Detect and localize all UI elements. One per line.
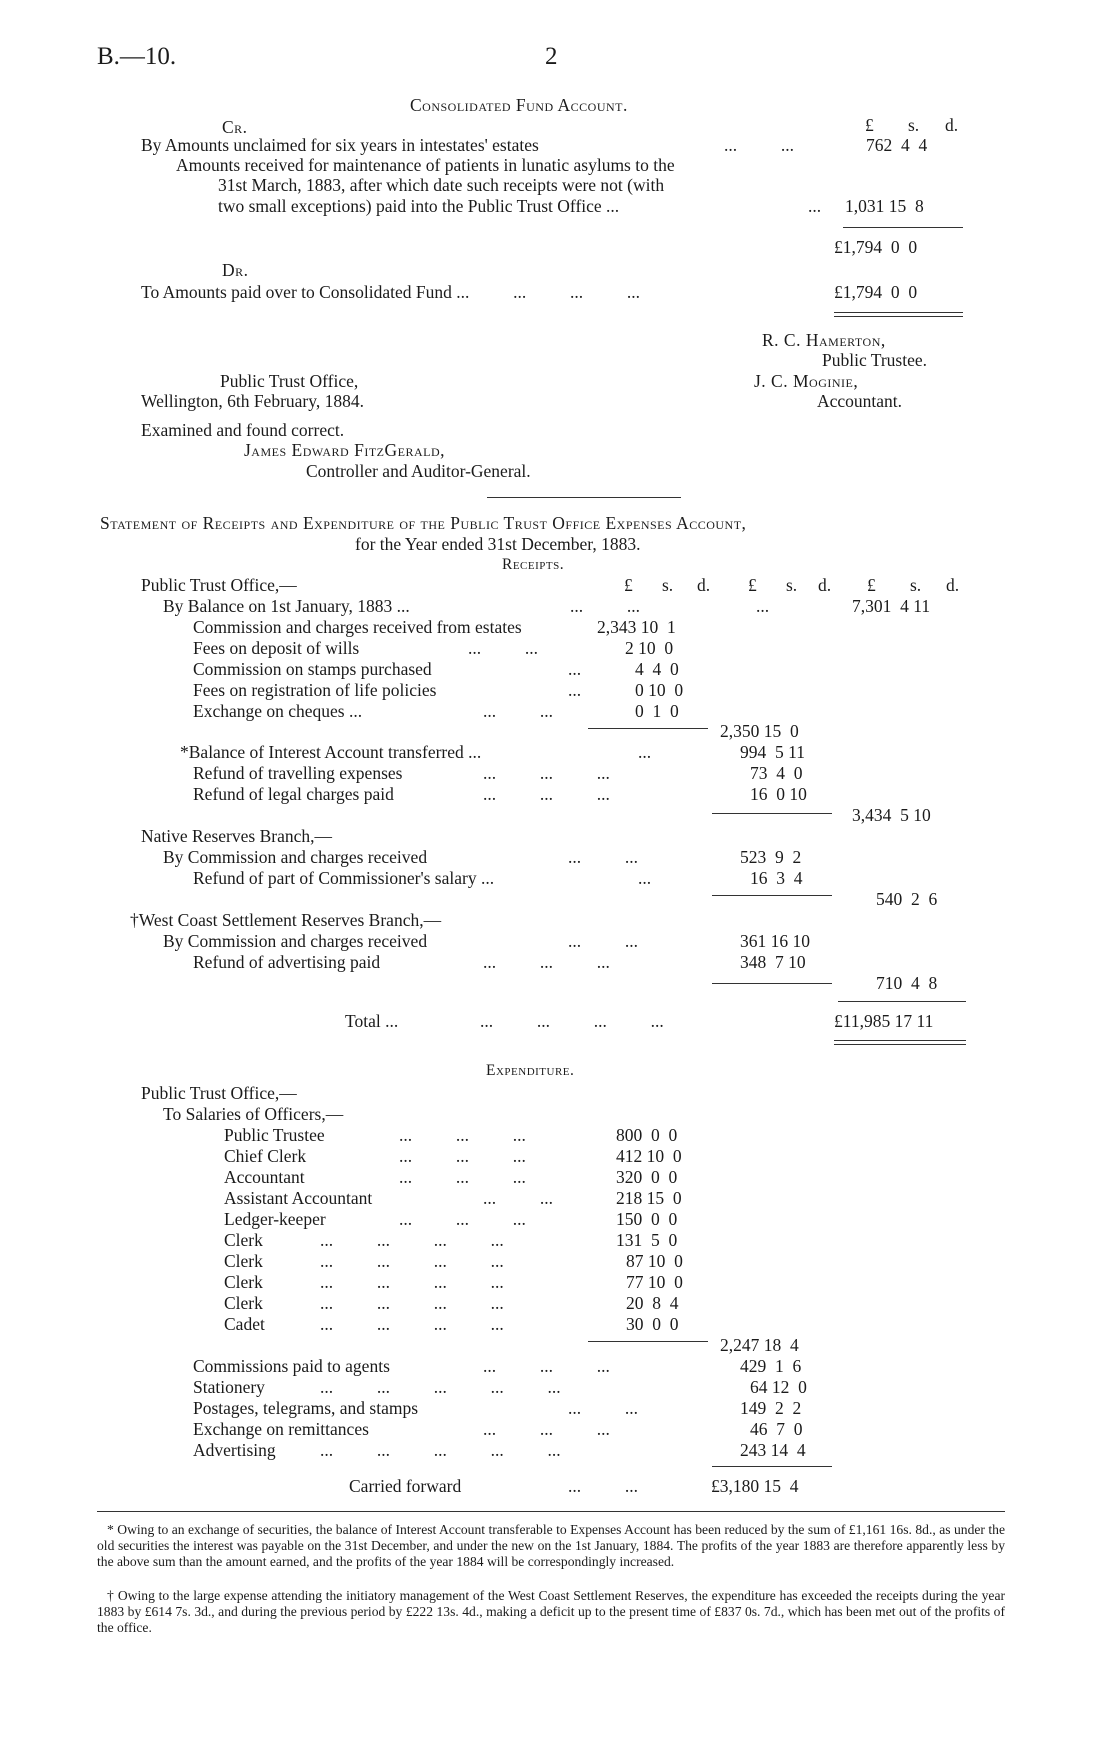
receipts-native-heading: Native Reserves Branch,—: [141, 826, 332, 846]
salary-label: Clerk: [224, 1251, 263, 1271]
col3-pounds: £: [867, 575, 876, 595]
carried-forward-label: Carried forward: [349, 1476, 462, 1496]
carried-forward-rule: [712, 1466, 832, 1467]
expense-dots: ... ... ... ... ...: [320, 1377, 561, 1397]
receipts-pto-total-rule: [712, 813, 832, 814]
salary-amount: 30 0 0: [626, 1314, 679, 1334]
receipts-total-dots: ... ... ... ...: [480, 1011, 664, 1031]
col1-shillings: s.: [662, 575, 674, 595]
signature-place-date: Wellington, 6th February, 1884.: [141, 391, 364, 411]
receipt-item-label: Refund of advertising paid: [193, 952, 381, 972]
salary-dots: ... ... ...: [399, 1167, 526, 1187]
receipt-item-dots: ... ...: [568, 847, 638, 867]
salaries-total: 2,247 18 4: [720, 1335, 799, 1355]
receipt-item-dots: ... ...: [468, 638, 538, 658]
receipt-item-label: Fees on deposit of wills: [193, 638, 360, 658]
receipts-subtotal-rule: [588, 728, 708, 729]
receipts-balance-amount: 7,301 4 11: [852, 596, 931, 616]
section-divider: [487, 497, 681, 498]
receipt-item-dots: ...: [568, 680, 582, 700]
salary-amount: 800 0 0: [616, 1125, 678, 1145]
col3-pence: d.: [946, 575, 960, 595]
salary-amount: 218 15 0: [616, 1188, 682, 1208]
receipts-subtotal: 2,350 15 0: [720, 721, 799, 741]
fund-cr-label: Cr.: [222, 117, 248, 137]
fund-title: Consolidated Fund Account.: [410, 95, 628, 115]
signature-title-trustee: Public Trustee.: [822, 350, 928, 370]
receipt-item-dots: ... ... ...: [483, 952, 610, 972]
receipt-item-amount: 4 4 0: [635, 659, 679, 679]
fund-col-pence: d.: [945, 115, 959, 135]
col1-pence: d.: [697, 575, 711, 595]
salary-label: Chief Clerk: [224, 1146, 307, 1166]
expense-label: Exchange on remittances: [193, 1419, 369, 1439]
expense-label: Postages, telegrams, and stamps: [193, 1398, 419, 1418]
fund-total-rule: [843, 227, 963, 228]
receipts-west-total-rule: [712, 983, 832, 984]
salary-label: Ledger-keeper: [224, 1209, 326, 1229]
receipt-item-amount: 994 5 11: [740, 742, 805, 762]
receipt-item-amount: 0 1 0: [635, 701, 679, 721]
salary-label: Cadet: [224, 1314, 265, 1334]
receipts-balance-dots-col2: ...: [756, 596, 770, 616]
receipts-native-total-rule: [712, 895, 832, 896]
col2-shillings: s.: [786, 575, 798, 595]
expense-label: Commissions paid to agents: [193, 1356, 390, 1376]
receipts-grand-total-double-rule: [834, 1040, 966, 1045]
salary-dots: ... ... ...: [399, 1125, 526, 1145]
receipt-item-amount: 523 9 2: [740, 847, 802, 867]
salary-dots: ... ... ... ...: [320, 1314, 504, 1334]
receipts-native-total: 540 2 6: [876, 889, 938, 909]
receipt-item-dots: ... ...: [483, 701, 553, 721]
examined-statement: Examined and found correct.: [141, 420, 345, 440]
receipt-item-amount: 2 10 0: [625, 638, 674, 658]
receipt-item-label: Refund of travelling expenses: [193, 763, 403, 783]
receipt-item-dots: ...: [568, 659, 582, 679]
receipts-pto-heading: Public Trust Office,—: [141, 575, 297, 595]
fund-dr-double-rule: [834, 312, 963, 317]
salary-amount: 87 10 0: [626, 1251, 683, 1271]
receipt-item-dots: ... ... ...: [483, 784, 610, 804]
salary-label: Public Trustee: [224, 1125, 325, 1145]
receipts-balance-dots: ... ...: [570, 596, 640, 616]
salary-dots: ... ... ... ...: [320, 1230, 504, 1250]
receipt-item-amount: 0 10 0: [635, 680, 684, 700]
receipt-item-label: Fees on registration of life policies: [193, 680, 437, 700]
receipt-item-label: Exchange on cheques ...: [193, 701, 363, 721]
receipt-item-label: By Commission and charges received: [163, 847, 428, 867]
expense-amount: 64 12 0: [750, 1377, 807, 1397]
col3-shillings: s.: [910, 575, 922, 595]
expense-amount: 429 1 6: [740, 1356, 802, 1376]
statement-subtitle: for the Year ended 31st December, 1883.: [355, 534, 641, 554]
receipt-item-label: *Balance of Interest Account transferred ...: [180, 742, 482, 762]
receipt-item-label: Refund of legal charges paid: [193, 784, 394, 804]
salary-dots: ... ... ...: [399, 1146, 526, 1166]
salary-dots: ... ...: [483, 1188, 553, 1208]
fund-dr-label: Dr.: [222, 260, 249, 280]
col2-pounds: £: [748, 575, 757, 595]
receipt-item-label: Commission on stamps purchased: [193, 659, 432, 679]
fund-line-unclaimed-dots: ... ...: [724, 135, 794, 155]
receipt-item-label: Commission and charges received from estates: [193, 617, 522, 637]
signature-name-accountant: J. C. Moginie,: [754, 371, 859, 391]
statement-title: Statement of Receipts and Expenditure of the Public Trust Office Expenses Account,: [100, 513, 747, 533]
expense-amount: 46 7 0: [750, 1419, 803, 1439]
expense-label: Advertising: [193, 1440, 276, 1460]
footnote-interest-account: [97, 1522, 1005, 1570]
fund-dr-amount: £1,794 0 0: [834, 282, 918, 302]
col1-pounds: £: [624, 575, 633, 595]
receipt-item-dots: ...: [638, 742, 652, 762]
fund-total: £1,794 0 0: [834, 237, 918, 257]
expense-dots: ... ... ...: [483, 1356, 610, 1376]
footnote-interest-text: * Owing to an exchange of securities, the balance of Interest Account transferable to Expenses Account has been reduced by the sum of £1,161 16s. 8d., as under the old securities the interest was payable on the 31st December, and under the new on the 1st January, 1884. The profits of the year 1883 are therefore apparently less by the above sum than the amount earned, and the profits of the year 1884 will be correspondingly increased.: [97, 1522, 1005, 1569]
receipt-item-dots: ...: [638, 868, 652, 888]
fund-line-unclaimed-amount: 762 4 4: [866, 135, 928, 155]
salary-dots: ... ... ... ...: [320, 1293, 504, 1313]
expenditure-heading: Expenditure.: [486, 1062, 575, 1079]
fund-line-unclaimed: By Amounts unclaimed for six years in intestates' estates: [141, 135, 539, 155]
salary-amount: 412 10 0: [616, 1146, 682, 1166]
expense-amount: 149 2 2: [740, 1398, 802, 1418]
document-reference: B.—10.: [97, 43, 177, 70]
salary-label: Assistant Accountant: [224, 1188, 373, 1208]
fund-line-asylums-1: Amounts received for maintenance of patients in lunatic asylums to the: [176, 155, 675, 175]
signature-office: Public Trust Office,: [220, 371, 359, 391]
salary-amount: 20 8 4: [626, 1293, 679, 1313]
receipt-item-amount: 73 4 0: [750, 763, 803, 783]
salary-label: Clerk: [224, 1230, 263, 1250]
salary-amount: 77 10 0: [626, 1272, 683, 1292]
salary-label: Clerk: [224, 1293, 263, 1313]
receipt-item-dots: ... ... ...: [483, 763, 610, 783]
receipts-pto-total: 3,434 5 10: [852, 805, 931, 825]
col2-pence: d.: [818, 575, 832, 595]
fund-line-asylums-dots: ...: [808, 196, 822, 216]
fund-line-asylums-amount: 1,031 15 8: [845, 196, 924, 216]
carried-forward-amount: £3,180 15 4: [711, 1476, 799, 1496]
fund-line-asylums-2: 31st March, 1883, after which date such receipts were not (with: [218, 175, 665, 195]
footnote-west-coast-text: † Owing to the large expense attending the initiatory management of the West Coast Settlement Reserves, the expenditure has exceeded the receipts during the year 1883 by £614 7s. 3d., and during the previous period by £222 13s. 4d., making a deficit up to the present time of £837 0s. 7d., which has been met out of the profits of the office.: [97, 1588, 1005, 1635]
receipts-total-label: Total ...: [345, 1011, 399, 1031]
salary-label: Clerk: [224, 1272, 263, 1292]
expense-amount: 243 14 4: [740, 1440, 806, 1460]
expense-dots: ... ...: [568, 1398, 638, 1418]
receipt-item-amount: 16 3 4: [750, 868, 803, 888]
expense-dots: ... ... ...: [483, 1419, 610, 1439]
salary-amount: 131 5 0: [616, 1230, 678, 1250]
fund-line-asylums-3: two small exceptions) paid into the Public Trust Office ...: [218, 196, 620, 216]
salary-dots: ... ... ... ...: [320, 1272, 504, 1292]
fund-dr-line: To Amounts paid over to Consolidated Fund ... ... ... ...: [141, 282, 640, 302]
salary-amount: 320 0 0: [616, 1167, 678, 1187]
expenditure-salaries-heading: To Salaries of Officers,—: [163, 1104, 344, 1124]
receipt-item-amount: 16 0 10: [750, 784, 807, 804]
salary-dots: ... ... ...: [399, 1209, 526, 1229]
signature-title-accountant: Accountant.: [817, 391, 903, 411]
receipts-west-heading: †West Coast Settlement Reserves Branch,—: [130, 910, 442, 930]
footnote-divider: [97, 1511, 1005, 1512]
salary-amount: 150 0 0: [616, 1209, 678, 1229]
receipt-item-amount: 361 16 10: [740, 931, 810, 951]
salary-dots: ... ... ... ...: [320, 1251, 504, 1271]
fund-col-shillings: s.: [908, 115, 920, 135]
fund-col-pounds: £: [865, 115, 874, 135]
salary-label: Accountant: [224, 1167, 305, 1187]
page-number: 2: [545, 43, 558, 70]
receipt-item-amount: 2,343 10 1: [597, 617, 676, 637]
receipt-item-label: By Commission and charges received: [163, 931, 428, 951]
carried-forward-dots: ... ...: [568, 1476, 638, 1496]
receipts-west-total: 710 4 8: [876, 973, 938, 993]
receipts-heading: Receipts.: [502, 556, 565, 573]
receipt-item-label: Refund of part of Commissioner's salary ...: [193, 868, 495, 888]
expense-label: Stationery: [193, 1377, 265, 1397]
expenditure-pto-heading: Public Trust Office,—: [141, 1083, 297, 1103]
receipts-grand-total-rule: [838, 1001, 966, 1002]
auditor-name: James Edward FitzGerald,: [244, 440, 445, 460]
expense-dots: ... ... ... ... ...: [320, 1440, 561, 1460]
salaries-total-rule: [588, 1341, 708, 1342]
footnote-west-coast: [97, 1588, 1005, 1636]
receipt-item-dots: ... ...: [568, 931, 638, 951]
receipts-balance-label: By Balance on 1st January, 1883 ...: [163, 596, 410, 616]
signature-name-trustee: R. C. Hamerton,: [762, 330, 886, 350]
receipt-item-amount: 348 7 10: [740, 952, 806, 972]
receipts-grand-total: £11,985 17 11: [834, 1011, 934, 1031]
auditor-title: Controller and Auditor-General.: [306, 461, 531, 481]
